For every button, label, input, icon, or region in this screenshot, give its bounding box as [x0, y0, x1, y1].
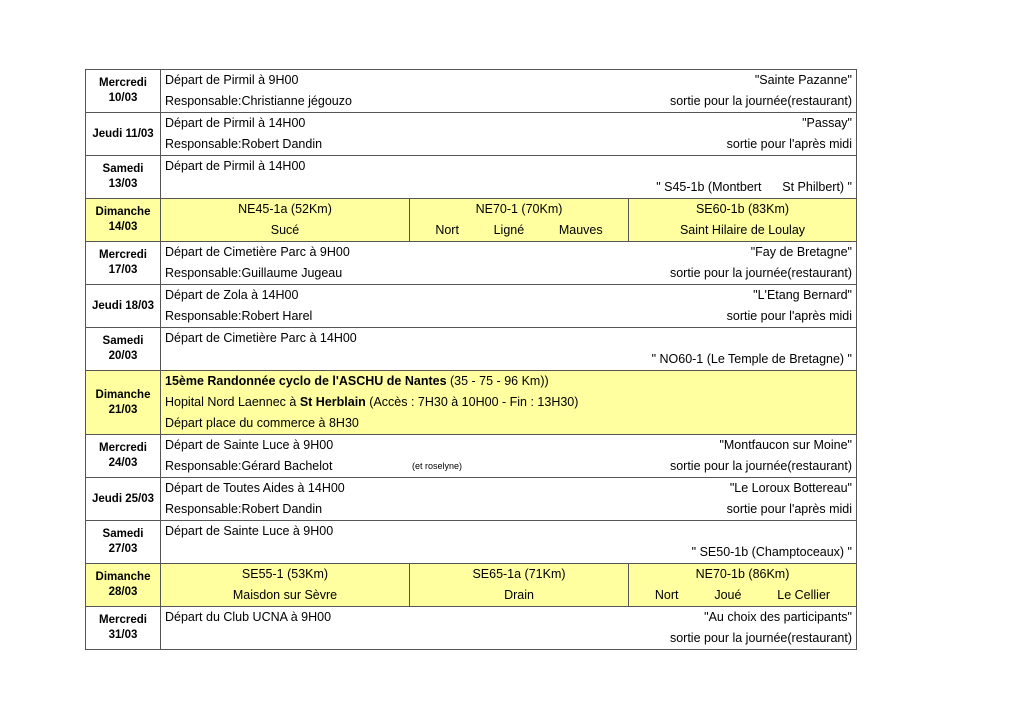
day-label: Samedi [102, 163, 144, 175]
day-cell [86, 113, 161, 156]
route-text: " NO60-1 (Le Temple de Bretagne) " [651, 352, 852, 366]
details-cell [161, 435, 857, 478]
details-cell [161, 607, 857, 650]
departure-text: Départ de Cimetière Parc à 9H00 [165, 245, 350, 259]
schedule-row [86, 113, 857, 156]
schedule-row-sunday [86, 371, 857, 435]
responsible-text: Responsable:Christianne jégouzo [165, 94, 352, 108]
responsible-text: Responsable:Robert Dandin [165, 137, 323, 151]
schedule-row [86, 285, 857, 328]
route-place: Maisdon sur Sèvre [232, 588, 338, 602]
schedule-row-sunday [86, 199, 857, 242]
route-text: " SE50-1b (Champtoceaux) " [691, 545, 852, 559]
departure-text: Départ de Sainte Luce à 9H00 [165, 438, 334, 452]
destination-text: "Fay de Bretagne" [750, 245, 852, 259]
date-label: 28/03 [108, 586, 138, 598]
details-cell [161, 70, 857, 113]
schedule-row [86, 328, 857, 371]
day-label: Mercredi [99, 614, 147, 626]
schedule-row [86, 607, 857, 650]
route-code: NE70-1b (86Km) [695, 567, 790, 581]
routes-cell [161, 199, 857, 242]
details-cell [161, 328, 857, 371]
day-label: Jeudi 25/03 [91, 492, 154, 505]
destination-text: "Sainte Pazanne" [754, 73, 852, 87]
destination-text: "Montfaucon sur Moine" [719, 438, 852, 452]
day-cell [86, 156, 161, 199]
outing-type-text: sortie pour la journée(restaurant) [669, 94, 852, 108]
event-cell [161, 371, 857, 435]
route-code: SE65-1a (71Km) [472, 567, 566, 581]
schedule-row [86, 435, 857, 478]
date-label: 27/03 [108, 543, 138, 555]
event-hours: (Accès : 7H30 à 10H00 - Fin : 13H30) [365, 395, 579, 409]
day-cell [86, 371, 161, 435]
schedule-row [86, 521, 857, 564]
day-cell [86, 70, 161, 113]
details-cell [161, 521, 857, 564]
day-label: Samedi [102, 335, 144, 347]
details-cell [161, 242, 857, 285]
departure-text: Départ de Pirmil à 9H00 [165, 73, 299, 87]
date-label: 20/03 [108, 350, 138, 362]
outing-type-text: sortie pour la journée(restaurant) [669, 459, 852, 473]
details-cell [161, 113, 857, 156]
route-place: Joué [714, 588, 742, 602]
day-label: Mercredi [99, 442, 147, 454]
departure-text: Départ du Club UCNA à 9H00 [165, 610, 332, 624]
event-title: 15ème Randonnée cyclo de l'ASCHU de Nantes [165, 374, 447, 388]
route-place: Mauves [558, 223, 603, 237]
day-cell [86, 564, 161, 607]
event-city: St Herblain [299, 395, 366, 409]
responsible-note: (et roselyne) [412, 461, 463, 471]
route-place: Saint Hilaire de Loulay [679, 223, 806, 237]
schedule-row-sunday [86, 564, 857, 607]
details-cell [161, 285, 857, 328]
day-cell [86, 242, 161, 285]
schedule-row [86, 70, 857, 113]
details-cell [161, 478, 857, 521]
day-cell [86, 435, 161, 478]
schedule-row [86, 242, 857, 285]
route-place: Ligné [493, 223, 525, 237]
event-distances: (35 - 75 - 96 Km)) [446, 374, 549, 388]
destination-text: "L'Etang Bernard" [753, 288, 852, 302]
route-code: SE60-1b (83Km) [695, 202, 790, 216]
destination-text: "Au choix des participants" [704, 610, 852, 624]
route-place: Le Cellier [777, 588, 831, 602]
route-place: Nort [654, 588, 679, 602]
departure-text: Départ de Pirmil à 14H00 [165, 116, 306, 130]
event-location: Hopital Nord Laennec à [165, 395, 300, 409]
outing-type-text: sortie pour la journée(restaurant) [669, 631, 852, 645]
departure-text: Départ de Zola à 14H00 [165, 288, 299, 302]
day-label: Jeudi 11/03 [92, 127, 154, 140]
responsible-text: Responsable:Robert Dandin [165, 502, 323, 516]
day-cell [86, 328, 161, 371]
schedule-row [86, 478, 857, 521]
destination-text: "Le Loroux Bottereau" [729, 481, 852, 495]
outing-type-text: sortie pour la journée(restaurant) [669, 266, 852, 280]
day-label: Mercredi [99, 249, 147, 261]
destination-text: "Passay" [802, 116, 852, 130]
schedule-row [86, 156, 857, 199]
outing-type-text: sortie pour l'après midi [726, 502, 852, 516]
date-label: 24/03 [108, 457, 138, 469]
route-place: Nort [435, 223, 459, 237]
date-label: 31/03 [108, 629, 138, 641]
departure-text: Départ de Toutes Aides à 14H00 [165, 481, 345, 495]
schedule-table [85, 69, 857, 650]
route-code: NE70-1 (70Km) [475, 202, 563, 216]
event-departure: Départ place du commerce à 8H30 [165, 416, 359, 430]
day-cell [86, 521, 161, 564]
date-label: 10/03 [108, 92, 138, 104]
route-place: Sucé [270, 223, 300, 237]
date-label: 14/03 [108, 221, 138, 233]
departure-text: Départ de Pirmil à 14H00 [165, 159, 306, 173]
day-label: Dimanche [95, 571, 151, 583]
routes-cell [161, 564, 857, 607]
responsible-text: Responsable:Guillaume Jugeau [165, 266, 343, 280]
responsible-text: Responsable:Robert Harel [165, 309, 313, 323]
day-label: Dimanche [95, 206, 151, 218]
day-label: Dimanche [95, 388, 151, 401]
route-code: SE55-1 (53Km) [241, 567, 329, 581]
outing-type-text: sortie pour l'après midi [726, 137, 852, 151]
date-label: 21/03 [108, 403, 138, 416]
responsible-text: Responsable:Gérard Bachelot [165, 459, 333, 473]
departure-text: Départ de Cimetière Parc à 14H00 [165, 331, 357, 345]
day-cell [86, 285, 161, 328]
day-label: Mercredi [99, 77, 147, 89]
outing-type-text: sortie pour l'après midi [726, 309, 852, 323]
departure-text: Départ de Sainte Luce à 9H00 [165, 524, 334, 538]
route-text: " S45-1b (Montbert St Philbert) " [656, 180, 852, 194]
day-cell [86, 607, 161, 650]
day-cell [86, 478, 161, 521]
date-label: 17/03 [108, 264, 138, 276]
day-label: Samedi [102, 528, 144, 540]
day-label: Jeudi 18/03 [91, 299, 154, 312]
details-cell [161, 156, 857, 199]
route-place: Drain [504, 588, 534, 602]
day-cell [86, 199, 161, 242]
route-code: NE45-1a (52Km) [238, 202, 332, 216]
date-label: 13/03 [108, 178, 138, 190]
